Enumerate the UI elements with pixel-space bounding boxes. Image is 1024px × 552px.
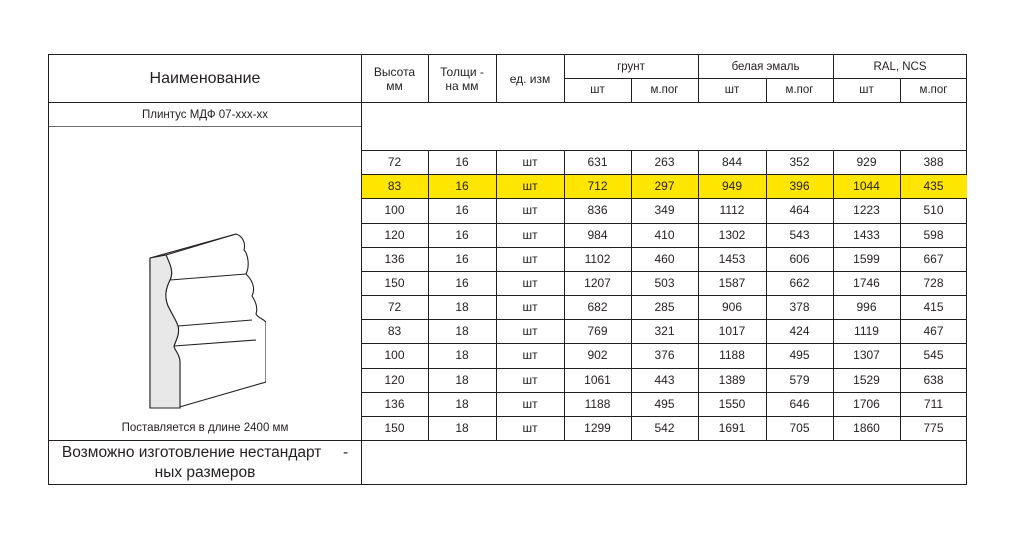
row-divider xyxy=(361,368,967,369)
header-sub-pcs: шт xyxy=(859,84,874,96)
cell-unit: шт xyxy=(522,203,538,218)
cell-primer-meter: 443 xyxy=(654,372,675,387)
cell-ral-pcs: 996 xyxy=(856,300,877,315)
row-divider xyxy=(361,198,967,199)
cell-enamel-pcs: 1017 xyxy=(718,324,746,339)
cell-ral-meter: 598 xyxy=(923,227,944,242)
cell-unit: шт xyxy=(522,251,538,266)
cell-primer-pcs: 836 xyxy=(587,203,608,218)
cell-enamel-meter: 396 xyxy=(789,179,810,194)
cell-enamel-pcs: 1587 xyxy=(718,275,746,290)
row-divider xyxy=(361,223,967,224)
cell-ral-meter: 667 xyxy=(923,251,944,266)
cell-primer-meter: 285 xyxy=(654,300,675,315)
cell-ral-meter: 638 xyxy=(923,372,944,387)
cell-ral-meter: 435 xyxy=(923,179,944,194)
cell-height: 120 xyxy=(384,372,405,387)
cell-primer-pcs: 1102 xyxy=(584,251,611,266)
row-divider xyxy=(361,247,967,248)
cell-unit: шт xyxy=(522,324,538,339)
cell-primer-pcs: 769 xyxy=(587,324,608,339)
header-group-ral-ncs: RAL, NCS xyxy=(873,60,927,73)
cell-thickness: 18 xyxy=(455,324,469,339)
cell-unit: шт xyxy=(522,396,538,411)
cell-enamel-meter: 705 xyxy=(789,420,810,435)
cell-primer-meter: 349 xyxy=(654,203,675,218)
cell-height: 100 xyxy=(384,348,405,363)
cell-primer-pcs: 1188 xyxy=(584,396,611,411)
cell-ral-pcs: 1119 xyxy=(854,324,879,339)
cell-ral-pcs: 1860 xyxy=(853,420,880,435)
cell-primer-meter: 263 xyxy=(654,155,675,170)
cell-enamel-pcs: 1112 xyxy=(719,203,745,218)
cell-enamel-meter: 352 xyxy=(789,155,810,170)
cell-primer-meter: 460 xyxy=(654,251,675,266)
cell-ral-meter: 510 xyxy=(923,203,944,218)
cell-enamel-pcs: 1188 xyxy=(719,348,745,363)
cell-thickness: 16 xyxy=(455,275,469,290)
cell-thickness: 18 xyxy=(455,396,469,411)
cell-ral-pcs: 1529 xyxy=(853,372,880,387)
cell-primer-pcs: 902 xyxy=(587,348,608,363)
cell-thickness: 16 xyxy=(455,155,469,170)
cell-primer-pcs: 1207 xyxy=(584,275,611,290)
cell-primer-pcs: 631 xyxy=(587,155,608,170)
cell-enamel-meter: 424 xyxy=(789,324,810,339)
cell-enamel-pcs: 1550 xyxy=(718,396,746,411)
cell-primer-pcs: 1299 xyxy=(584,420,611,435)
header-sub-meter: м.пог xyxy=(650,84,679,96)
cell-ral-meter: 728 xyxy=(923,275,944,290)
cell-enamel-meter: 579 xyxy=(789,372,810,387)
header-group-primer: грунт xyxy=(617,60,645,73)
cell-primer-pcs: 712 xyxy=(587,179,608,194)
cell-ral-pcs: 1706 xyxy=(853,396,880,411)
cell-ral-pcs: 1044 xyxy=(853,179,880,194)
cell-thickness: 16 xyxy=(455,203,469,218)
header-name: Наименование xyxy=(149,69,261,87)
cell-unit: шт xyxy=(522,227,538,242)
cell-ral-pcs: 1223 xyxy=(853,203,880,218)
cell-unit: шт xyxy=(522,372,538,387)
header-thickness-line2: на мм xyxy=(445,78,479,93)
cell-primer-meter: 410 xyxy=(654,227,675,242)
cell-height: 83 xyxy=(387,179,402,194)
header-height xyxy=(361,55,428,102)
cell-ral-meter: 545 xyxy=(923,348,944,363)
row-divider xyxy=(361,343,967,344)
header-sub-pcs: шт xyxy=(724,84,740,96)
row-divider xyxy=(361,295,967,296)
custom-sizes-line2: ных размеров xyxy=(154,464,256,481)
cell-height: 150 xyxy=(384,420,405,435)
cell-enamel-pcs: 1389 xyxy=(718,372,746,387)
cell-ral-pcs: 1599 xyxy=(853,251,880,266)
cell-thickness: 16 xyxy=(455,251,469,266)
cell-primer-pcs: 984 xyxy=(587,227,608,242)
cell-unit: шт xyxy=(522,348,538,363)
cell-primer-pcs: 682 xyxy=(587,300,608,315)
cell-ral-pcs: 1433 xyxy=(853,227,880,242)
product-title: Плинтус МДФ 07-xxx-xx xyxy=(142,108,268,121)
cell-primer-pcs: 1061 xyxy=(584,372,611,387)
cell-enamel-meter: 543 xyxy=(789,227,810,242)
row-divider xyxy=(361,271,967,272)
cell-unit: шт xyxy=(522,300,538,315)
cell-thickness: 16 xyxy=(455,179,469,194)
header-unit: ед. изм xyxy=(509,71,551,86)
cell-unit: шт xyxy=(522,420,538,435)
cell-enamel-pcs: 1302 xyxy=(718,227,746,242)
product-length-note: Поставляется в длине 2400 мм xyxy=(121,422,289,434)
cell-height: 136 xyxy=(384,251,405,266)
row-divider xyxy=(361,150,967,151)
cell-ral-meter: 415 xyxy=(923,300,944,315)
cell-height: 120 xyxy=(384,227,405,242)
header-sub-pcs: шт xyxy=(590,84,605,96)
cell-unit: шт xyxy=(522,179,538,194)
cell-primer-meter: 503 xyxy=(654,275,675,290)
cell-enamel-meter: 662 xyxy=(789,275,810,290)
cell-thickness: 18 xyxy=(455,300,469,315)
cell-enamel-meter: 464 xyxy=(789,203,810,218)
cell-enamel-meter: 646 xyxy=(789,396,810,411)
cell-enamel-pcs: 1691 xyxy=(718,420,746,435)
header-height-line2: мм xyxy=(386,78,403,93)
cell-enamel-pcs: 1453 xyxy=(718,251,746,266)
custom-sizes-line1: Возможно изготовление нестандарт - xyxy=(61,444,349,461)
cell-primer-meter: 376 xyxy=(654,348,675,363)
cell-height: 150 xyxy=(384,275,405,290)
cell-ral-meter: 388 xyxy=(923,155,944,170)
cell-primer-meter: 297 xyxy=(654,179,675,194)
cell-height: 72 xyxy=(387,155,402,170)
row-divider xyxy=(361,319,967,320)
cell-thickness: 18 xyxy=(455,420,469,435)
baseboard-profile-image xyxy=(130,222,266,410)
cell-ral-pcs: 1746 xyxy=(853,275,880,290)
cell-thickness: 16 xyxy=(455,227,469,242)
cell-height: 72 xyxy=(387,300,402,315)
row-divider xyxy=(361,174,967,175)
cell-ral-meter: 711 xyxy=(923,396,944,411)
cell-primer-meter: 495 xyxy=(654,396,675,411)
cell-primer-meter: 542 xyxy=(654,420,675,435)
header-height-line1: Высота xyxy=(373,64,416,79)
cell-thickness: 18 xyxy=(455,372,469,387)
cell-height: 83 xyxy=(387,324,402,339)
cell-enamel-meter: 378 xyxy=(789,300,810,315)
header-sub-meter: м.пог xyxy=(919,84,948,96)
header-sub-meter: м.пог xyxy=(785,84,814,96)
row-divider xyxy=(361,416,967,417)
cell-ral-meter: 775 xyxy=(923,420,944,435)
cell-enamel-pcs: 844 xyxy=(721,155,743,170)
cell-thickness: 18 xyxy=(455,348,469,363)
cell-height: 136 xyxy=(384,396,405,411)
cell-primer-meter: 321 xyxy=(654,324,675,339)
header-thickness-line1: Толщи - xyxy=(440,64,484,79)
cell-enamel-meter: 495 xyxy=(789,348,810,363)
header-thickness xyxy=(428,55,496,102)
custom-sizes-note xyxy=(49,441,361,485)
cell-enamel-pcs: 949 xyxy=(721,179,743,194)
row-divider xyxy=(361,392,967,393)
header-group-white-enamel: белая эмаль xyxy=(731,60,800,73)
cell-ral-pcs: 1307 xyxy=(853,348,880,363)
cell-ral-pcs: 929 xyxy=(856,155,877,170)
cell-height: 100 xyxy=(384,203,405,218)
cell-unit: шт xyxy=(522,275,538,290)
cell-enamel-meter: 606 xyxy=(789,251,810,266)
cell-enamel-pcs: 906 xyxy=(721,300,743,315)
cell-ral-meter: 467 xyxy=(923,324,944,339)
cell-unit: шт xyxy=(522,155,538,170)
